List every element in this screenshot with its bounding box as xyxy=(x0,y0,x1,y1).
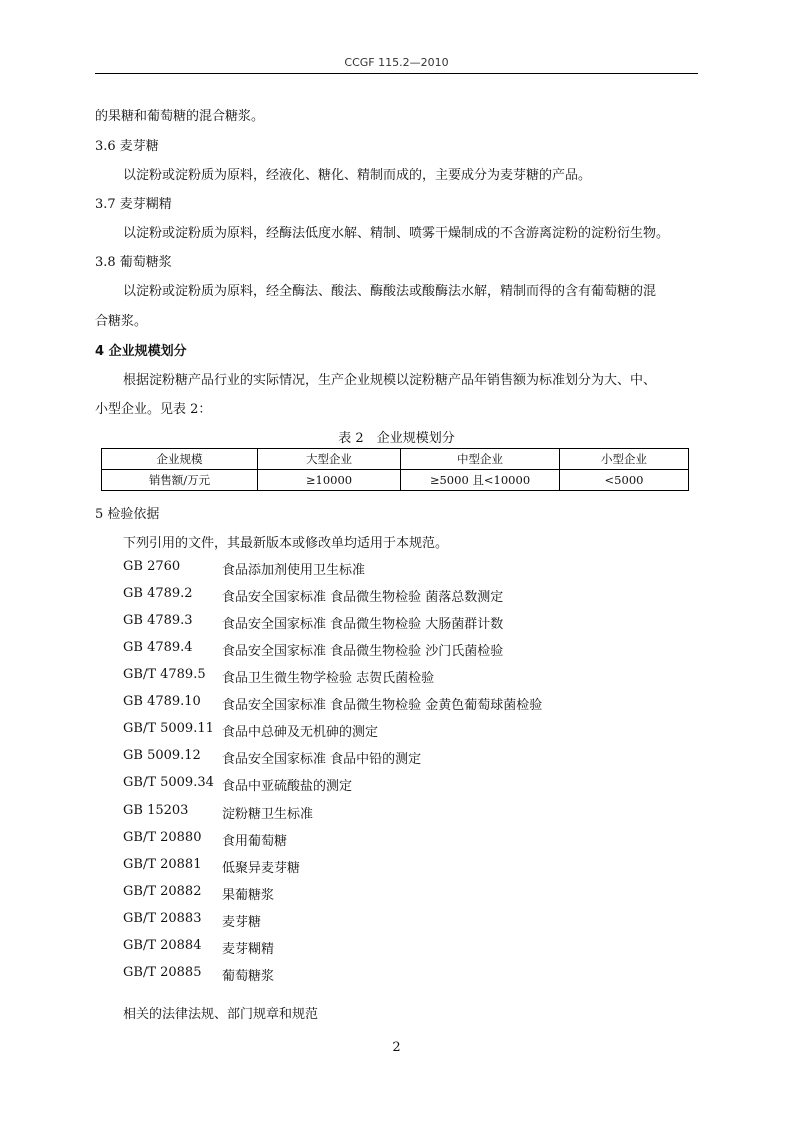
reference-title: 食品中总砷及无机砷的测定 xyxy=(222,725,379,740)
reference-code: GB/T 5009.34 xyxy=(123,775,214,790)
reference-code: GB/T 20883 xyxy=(123,911,202,926)
reference-title: 食品中亚硫酸盐的测定 xyxy=(222,779,353,794)
table-header-cell: 中型企业 xyxy=(401,449,560,470)
reference-title: 食品安全国家标准 食品微生物检验 沙门氏菌检验 xyxy=(222,644,504,659)
reference-title: 食品安全国家标准 食品微生物检验 菌落总数测定 xyxy=(222,590,504,605)
section-4-text-2: 小型企业。见表 2： xyxy=(95,402,212,417)
section-5-heading: 5 检验依据 xyxy=(95,507,160,522)
reference-title: 食品安全国家标准 食品微生物检验 金黄色葡萄球菌检验 xyxy=(222,698,543,713)
reference-code: GB/T 20880 xyxy=(123,830,202,845)
section-4-heading: 4 企业规模划分 xyxy=(95,344,187,359)
reference-title: 食品卫生微生物学检验 志贺氏菌检验 xyxy=(222,671,435,686)
reference-title: 食品添加剂使用卫生标准 xyxy=(222,563,366,578)
reference-title: 葡萄糖浆 xyxy=(222,969,275,984)
table-cell: ≥10000 xyxy=(258,470,401,491)
enterprise-scale-table xyxy=(101,448,689,491)
closing-line: 相关的法律法规、部门规章和规范 xyxy=(123,1007,319,1022)
table-header-row xyxy=(102,449,689,470)
reference-title: 果葡糖浆 xyxy=(222,888,275,903)
table-header-cell: 大型企业 xyxy=(258,449,401,470)
reference-title: 麦芽糖 xyxy=(222,915,262,930)
table-cell: <5000 xyxy=(560,470,689,491)
reference-title: 食用葡萄糖 xyxy=(222,834,288,849)
table-cell: 销售额/万元 xyxy=(102,470,258,491)
reference-title: 食品安全国家标准 食品中铅的测定 xyxy=(222,752,422,767)
reference-code: GB/T 20884 xyxy=(123,938,202,953)
reference-code: GB/T 20881 xyxy=(123,857,202,872)
section-4-text-1: 根据淀粉糖产品行业的实际情况，生产企业规模以淀粉糖产品年销售额为标准划分为大、中、 xyxy=(123,373,657,388)
table-header-cell: 企业规模 xyxy=(102,449,258,470)
reference-title: 麦芽糊精 xyxy=(222,942,275,957)
reference-code: GB 4789.10 xyxy=(123,694,201,709)
section-3-8-text-1: 以淀粉或淀粉质为原料，经全酶法、酸法、酶酸法或酸酶法水解，精制而得的含有葡萄糖的混 xyxy=(123,284,657,299)
section-3-8-heading: 3.8 葡萄糖浆 xyxy=(95,255,172,270)
reference-code: GB 4789.3 xyxy=(123,613,193,628)
section-5-intro: 下列引用的文件，其最新版本或修改单均适用于本规范。 xyxy=(123,536,449,551)
reference-code: GB/T 20885 xyxy=(123,965,202,980)
reference-title: 低聚异麦芽糖 xyxy=(222,861,301,876)
reference-title: 淀粉糖卫生标准 xyxy=(222,807,314,822)
table-row xyxy=(102,470,689,491)
reference-code: GB/T 5009.11 xyxy=(123,721,214,736)
table-header-cell: 小型企业 xyxy=(560,449,689,470)
reference-code: GB 4789.2 xyxy=(123,586,193,601)
page-number: 2 xyxy=(392,1040,401,1055)
section-3-6-heading: 3.6 麦芽糖 xyxy=(95,139,159,154)
section-3-7-text: 以淀粉或淀粉质为原料，经酶法低度水解、精制、喷雾干燥制成的不含游离淀粉的淀粉衍生物。 xyxy=(123,226,670,241)
reference-code: GB 2760 xyxy=(123,559,181,574)
reference-code: GB 15203 xyxy=(123,803,189,818)
header-rule xyxy=(95,73,698,74)
reference-title: 食品安全国家标准 食品微生物检验 大肠菌群计数 xyxy=(222,617,504,632)
reference-code: GB 4789.4 xyxy=(123,640,193,655)
table-caption: 表 2 企业规模划分 xyxy=(338,431,455,446)
reference-code: GB/T 4789.5 xyxy=(123,667,206,682)
section-3-6-text: 以淀粉或淀粉质为原料，经液化、糖化、精制而成的，主要成分为麦芽糖的产品。 xyxy=(123,168,592,183)
table-cell: ≥5000 且<10000 xyxy=(401,470,560,491)
continuation-line: 的果糖和葡萄糖的混合糖浆。 xyxy=(95,109,265,124)
reference-code: GB 5009.12 xyxy=(123,748,201,763)
page-header-code: CCGF 115.2—2010 xyxy=(344,56,449,69)
reference-code: GB/T 20882 xyxy=(123,884,202,899)
section-3-8-text-2: 合糖浆。 xyxy=(95,314,148,329)
section-3-7-heading: 3.7 麦芽糊精 xyxy=(95,197,172,212)
